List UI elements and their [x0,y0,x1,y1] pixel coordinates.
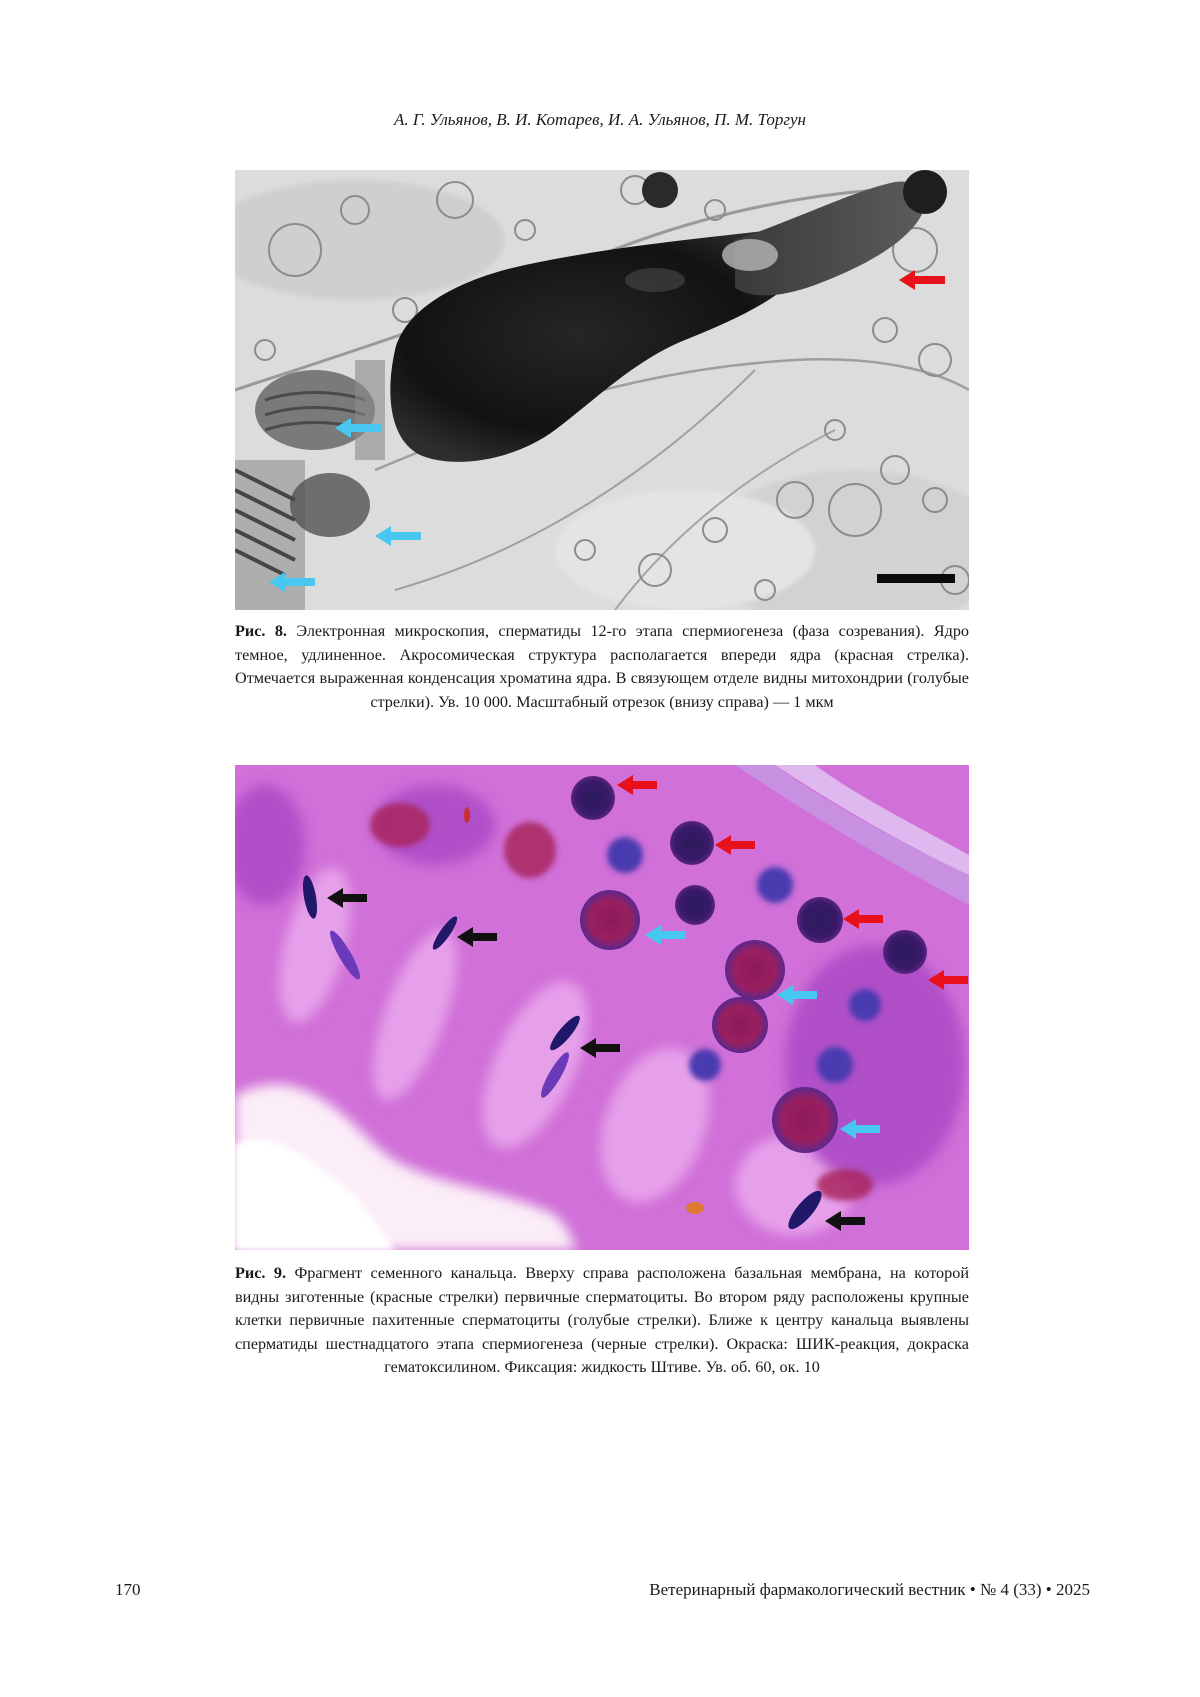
figure-9-label: Рис. 9. [235,1264,287,1282]
running-head-authors: А. Г. Ульянов, В. И. Котарев, И. А. Ульянов, П. М. Торгун [394,110,806,129]
figure-9-micrograph [235,765,969,1250]
figure-9-caption [235,1262,969,1380]
figure-8-caption [235,620,969,714]
journal-title: Ветеринарный фармакологический вестник • № 4 (33) • 2025 [649,1580,1090,1599]
figure-8-caption-text: Электронная микроскопия, сперматиды 12-го этапа спермиогенеза (фаза созревания). Ядро темное, удлиненное. Акросомическая структура располагается впереди ядра (красная стрелка). Отмечается выраженная конденсация хроматина ядра. В связующем отделе видны митохондрии (голубые стрелки). Ув. 10 000. Масштабный отрезок (внизу справа) — 1 мкм [235,622,970,711]
page-number: 170 [115,1580,141,1599]
scale-bar [877,574,955,583]
figure-8-micrograph [235,170,969,610]
figure-8-label: Рис. 8. [235,622,287,640]
figure-9-caption-text: Фрагмент семенного канальца. Вверху справа расположена базальная мембрана, на которой видны зиготенные (красные стрелки) первичные сперматоциты. Во втором ряду расположены крупные клетки первичные пахитенные сперматоциты (голубые стрелки). Ближе к центру канальца выявлены сперматиды шестнадцатого этапа спермиогенеза (черные стрелки). Окраска: ШИК-реакция, докраска гематоксилином. Фиксация: жидкость Штиве. Ув. об. 60, ок. 10 [235,1264,969,1376]
